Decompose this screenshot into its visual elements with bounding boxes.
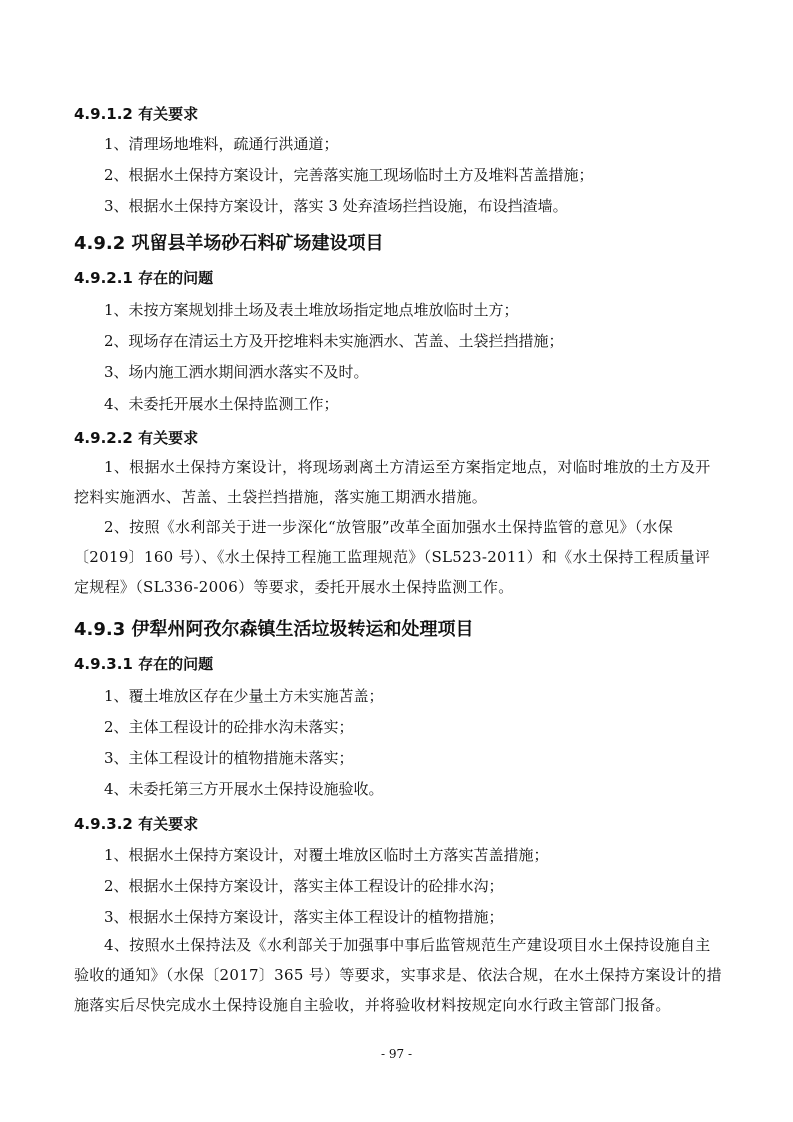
list-item: 3、场内施工洒水期间洒水落实不及时。 — [104, 363, 369, 381]
section-heading-4-9-2: 4.9.2 巩留县羊场砂石料矿场建设项目 — [74, 233, 384, 254]
section-heading-4-9-3: 4.9.3 伊犁州阿孜尔森镇生活垃圾转运和处理项目 — [74, 619, 474, 640]
list-item: 1、根据水土保持方案设计，对覆土堆放区临时土方落实苫盖措施； — [104, 846, 549, 864]
list-item: 4、未委托开展水土保持监测工作； — [104, 395, 339, 413]
list-item: 2、根据水土保持方案设计，完善落实施工现场临时土方及堆料苫盖措施； — [104, 166, 594, 184]
requirement-paragraph: 1、根据水土保持方案设计，将现场剥离土方清运至方案指定地点，对临时堆放的土方及开挖料实施洒水、苫盖、土袋拦挡措施，落实施工期洒水措施。 — [74, 458, 711, 506]
list-item: 4、未委托第三方开展水土保持设施验收。 — [104, 780, 384, 798]
subsection-heading-4-9-1-2: 4.9.1.2 有关要求 — [74, 105, 199, 123]
list-item: 1、清理场地堆料，疏通行洪通道； — [104, 135, 339, 153]
list-item: 3、主体工程设计的植物措施未落实； — [104, 749, 354, 767]
list-item: 2、根据水土保持方案设计，落实主体工程设计的砼排水沟； — [104, 877, 504, 895]
subsection-heading-4-9-2-1: 4.9.2.1 存在的问题 — [74, 269, 214, 287]
list-item: 1、未按方案规划排土场及表土堆放场指定地点堆放临时土方； — [104, 301, 519, 319]
subsection-heading-4-9-3-2: 4.9.3.2 有关要求 — [74, 815, 199, 833]
list-item: 3、根据水土保持方案设计，落实 3 处弃渣场拦挡设施，布设挡渣墙。 — [104, 197, 568, 215]
requirement-paragraph: 4、按照水土保持法及《水利部关于加强事中事后监管规范生产建设项目水土保持设施自主验收的通知》（水保〔2017〕365 号）等要求，实事求是、依法合规，在水土保持方案设计的措施落实后尽快完成水土保持设施自主验收，并将验收材料按规定向水行政主管部门报备。 — [74, 936, 722, 1014]
list-item: 3、根据水土保持方案设计，落实主体工程设计的植物措施； — [104, 908, 504, 926]
subsection-heading-4-9-2-2: 4.9.2.2 有关要求 — [74, 429, 199, 447]
list-item: 1、覆土堆放区存在少量土方未实施苫盖； — [104, 687, 384, 705]
list-item: 2、主体工程设计的砼排水沟未落实； — [104, 718, 354, 736]
subsection-heading-4-9-3-1: 4.9.3.1 存在的问题 — [74, 655, 214, 673]
list-item: 2、现场存在清运土方及开挖堆料未实施洒水、苫盖、土袋拦挡措施； — [104, 332, 564, 350]
page-number: - 97 - — [380, 1047, 412, 1061]
requirement-paragraph: 2、按照《水利部关于进一步深化“放管服”改革全面加强水土保持监管的意见》（水保〔2019〕160 号）、《水土保持工程施工监理规范》（SL523-2011）和《水土保持工程质量评定规程》（SL336-2006）等要求，委托开展水土保持监测工作。 — [74, 518, 711, 596]
